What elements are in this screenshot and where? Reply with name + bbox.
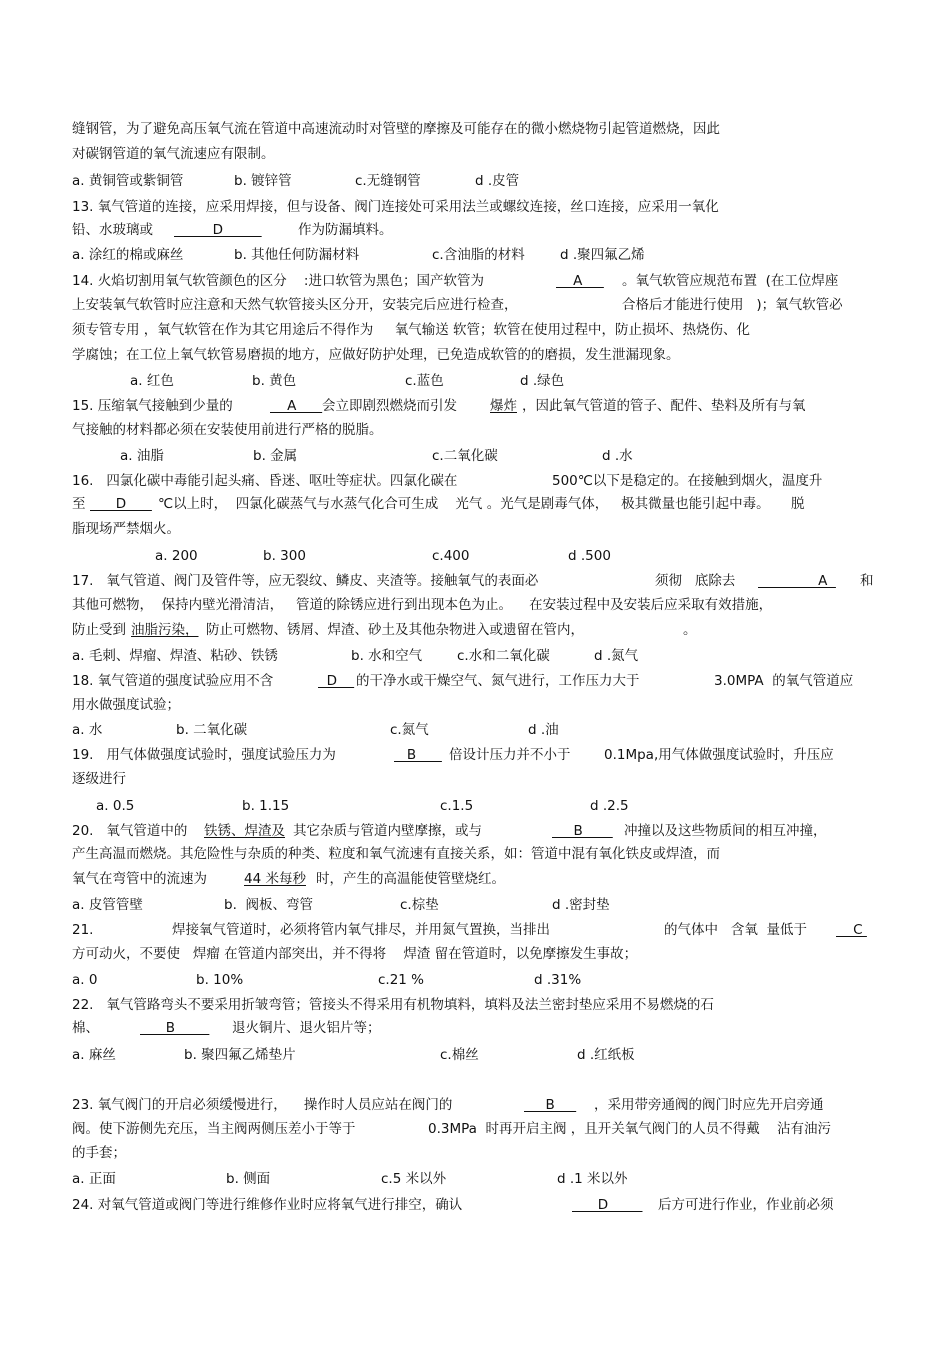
text-segment: 19. 用气体做强度试验时，强度试验压力为 [72,747,336,763]
text-segment: d .聚四氟乙烯 [560,247,645,263]
text-segment: 后方可进行作业，作业前必须 [658,1197,834,1213]
text-segment: 须专管专用 ，氧气软管在作为其它用途后不得作为 氧气输送 软管；软管在使用过程中，防止损坏、热烧伤、化 [72,322,751,338]
text-segment: 0.1Mpa,用气体做强度试验时，升压应 [604,747,834,763]
text-segment: 合格后才能进行使用 )；氧气软管必 [622,297,843,313]
text-segment: 时，产生的高温能使管壁烧红。 [316,871,505,887]
text-segment: 防止受到 [72,622,126,638]
text-segment: b. 300 [263,548,306,564]
text-segment: 17. 氧气管道、阀门及管件等，应无裂纹、鳞皮、夹渣等。接触氧气的表面必 [72,573,539,589]
text-segment: d .2.5 [590,798,629,814]
text-segment: c.无缝钢管 [355,173,421,189]
text-segment: d .1 米以外 [557,1171,628,1187]
text-segment: b. 水和空气 [351,648,423,664]
text-segment: 18. 氧气管道的强度试验应用不含 [72,673,274,689]
text-segment: 0.3MPa 时再开启主阀 ，且开关氧气阀门的人员不得戴 沾有油污 [428,1121,831,1137]
text-segment: a. 0 [72,972,98,988]
text-segment: 脂现场严禁烟火。 [72,521,180,537]
text-segment: 3.0MPA 的氧气管道应 [714,673,854,689]
text-segment: b. 10% [196,972,244,988]
text-segment: 退火铜片、退火铝片等； [232,1020,381,1036]
text-segment: b. 其他任何防漏材料 [234,247,360,263]
answer-blank: A [556,273,604,289]
text-segment: ，采用带旁通阀的阀门时应先开启旁通 [594,1097,824,1113]
answer-blank: B [524,1097,577,1113]
text-segment: d .皮管 [475,173,520,189]
text-segment: c.蓝色 [405,373,444,389]
text-segment: d .水 [602,448,633,464]
text-segment: d .红纸板 [577,1047,635,1063]
text-segment: 。 [683,622,697,638]
answer-blank: A [270,398,323,414]
text-segment: a. 正面 [72,1171,116,1187]
text-segment: 方可动火，不要使 焊瘤 在管道内部突出，并不得将 焊渣 留在管道时，以免摩擦发生事故； [72,946,638,962]
text-segment: c.氮气 [390,722,429,738]
text-segment: a. 涂红的棉或麻丝 [72,247,184,263]
text-segment: c.含油脂的材料 [432,247,525,263]
text-segment: 会立即剧烈燃烧而引发 [322,398,457,414]
text-segment: 22. 氧气管路弯头不要采用折皱弯管；管接头不得采用有机物填料，填料及法兰密封垫应采用不易燃烧的石 [72,997,714,1013]
text-segment: b. 聚四氟乙烯垫片 [184,1047,296,1063]
text-segment: 上安装氧气软管时应注意和天然气软管接头区分开，安装完后应进行检查， [72,297,518,313]
text-segment: c.棕垫 [400,897,439,913]
text-segment: 20. 氧气管道中的 [72,823,188,839]
text-segment: 铅、水玻璃或 [72,222,153,238]
text-segment: 倍设计压力并不小于 [449,747,571,763]
text-segment: b. 1.15 [242,798,290,814]
answer-blank: D [572,1197,643,1213]
text-segment: 21. [72,922,94,938]
text-segment: c.400 [432,548,470,564]
text-segment: a. 油脂 [120,448,164,464]
text-segment: b. 侧面 [226,1171,271,1187]
answer-blank: 爆炸 [490,398,517,414]
text-segment: a. 红色 [130,373,174,389]
answer-blank: B [552,823,613,839]
text-segment: a. 黄铜管或紫铜管 [72,173,184,189]
text-segment: 逐级进行 [72,771,126,787]
text-segment: 焊接氧气管道时，必须将管内氧气排尽，并用氮气置换，当排出 [172,922,550,938]
answer-blank: A [758,573,836,589]
text-segment: d .密封垫 [552,897,610,913]
text-segment: b. 阀板、弯管 [224,897,313,913]
text-segment: c.棉丝 [440,1047,479,1063]
text-segment: 冲撞以及这些物质间的相互冲撞， [624,823,827,839]
answer-blank: 44 米每秒 [244,871,306,887]
text-segment: 产生高温而燃烧。其危险性与杂质的种类、粒度和氧气流速有直接关系，如：管道中混有氧化铁皮或焊渣，而 [72,846,720,862]
answer-blank: D [174,222,262,238]
text-segment: c.1.5 [440,798,474,814]
text-segment: 防止可燃物、锈屑、焊渣、砂土及其他杂物进入或遗留在管内， [206,622,584,638]
text-segment: b. 二氧化碳 [176,722,248,738]
text-segment: 其它杂质与管道内壁摩擦，或与 [293,823,482,839]
text-segment: a. 200 [155,548,198,564]
text-segment: 棉、 [72,1020,99,1036]
text-segment: a. 麻丝 [72,1047,116,1063]
text-segment: 其他可燃物， 保持内壁光滑清洁， 管道的除锈应进行到出现本色为止。 在安装过程中及安装后应采取有效措施， [72,597,773,613]
text-segment: 学腐蚀；在工位上氧气软管易磨损的地方，应做好防护处理，已免造成软管的的磨损，发生泄漏现象。 [72,347,680,363]
text-segment: 须彻 底除去 [655,573,736,589]
text-segment: 作为防漏填料。 [298,222,393,238]
text-segment: 500℃以下是稳定的。在接触到烟火，温度升 [552,473,823,489]
text-segment: 阀。使下游侧先充压，当主阀两侧压差小于等于 [72,1121,356,1137]
text-segment: ，因此氧气管道的管子、配件、垫料及所有与氧 [522,398,806,414]
text-segment: c.水和二氧化碳 [457,648,550,664]
text-segment: d .500 [568,548,611,564]
text-segment: a. 毛刺、焊瘤、焊渣、粘砂、铁锈 [72,648,278,664]
text-segment: d .油 [528,722,559,738]
text-segment: ℃以上时， 四氯化碳蒸气与水蒸气化合可生成 光气 。光气是剧毒气体， 极其微量也能引起中毒。 脱 [158,496,805,512]
text-segment: 的气体中 含氧 量低于 [664,922,807,938]
answer-blank: 铁锈、焊渣及 [204,823,285,839]
answer-blank: B [394,747,442,763]
answer-blank: D [318,673,355,689]
answer-blank: B [140,1020,210,1036]
text-segment: 至 [72,496,86,512]
text-segment: b. 金属 [253,448,298,464]
text-segment: 的干净水或干燥空气、氮气进行，工作压力大于 [356,673,640,689]
text-segment: 用水做强度试验； [72,697,180,713]
text-segment: 13. 氧气管道的连接，应采用焊接，但与设备、阀门连接处可采用法兰或螺纹连接，丝口连接，应采用一氧化 [72,199,719,215]
text-segment: d .绿色 [520,373,565,389]
text-segment: 和 [860,573,874,589]
text-segment: c.5 米以外 [381,1171,447,1187]
text-segment: 14. 火焰切割用氧气软管颜色的区分 :进口软管为黑色；国产软管为 [72,273,484,289]
text-segment: a. 0.5 [96,798,135,814]
text-segment: 氧气在弯管中的流速为 [72,871,207,887]
text-segment: a. 水 [72,722,103,738]
text-segment: 对碳钢管道的氧气流速应有限制。 [72,146,275,162]
text-segment: c.二氧化碳 [432,448,498,464]
text-segment: 24. 对氧气管道或阀门等进行维修作业时应将氧气进行排空，确认 [72,1197,463,1213]
text-segment: 气接触的材料都必须在安装使用前进行严格的脱脂。 [72,422,383,438]
text-segment: a. 皮管管壁 [72,897,143,913]
text-segment: 。氧气软管应规范布置 (在工位焊座 [622,273,839,289]
text-segment: 15. 压缩氧气接触到少量的 [72,398,233,414]
text-segment: b. 黄色 [252,373,297,389]
text-segment: 的手套； [72,1145,126,1161]
text-segment: 缝钢管，为了避免高压氧气流在管道中高速流动时对管壁的摩擦及可能存在的微小燃烧物引起管道燃烧，因此 [72,121,720,137]
text-segment: b. 镀锌管 [234,173,292,189]
answer-blank: D [90,496,152,512]
answer-blank: 油脂污染， [131,622,199,638]
text-segment: c.21 % [378,972,425,988]
text-segment: d .31% [534,972,582,988]
answer-blank: C [836,922,867,938]
text-segment: 23. 氧气阀门的开启必须缓慢进行， 操作时人员应站在阀门的 [72,1097,453,1113]
text-segment: 16. 四氯化碳中毒能引起头痛、昏迷、呕吐等症状。四氯化碳在 [72,473,458,489]
text-segment: d .氮气 [594,648,639,664]
